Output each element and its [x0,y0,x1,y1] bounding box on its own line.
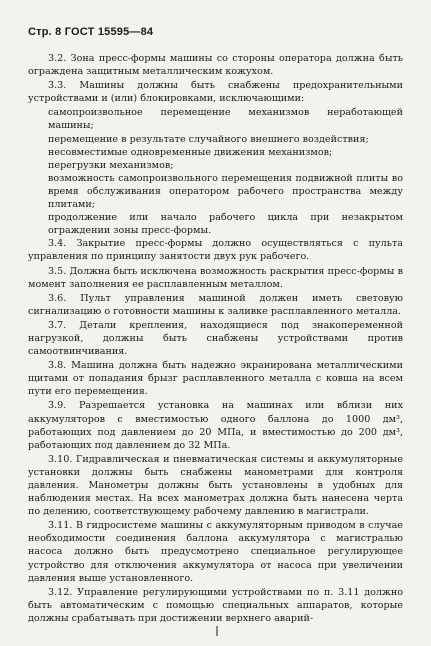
list-item: возможность самопроизвольного перемещения подвижной плиты во время обслуживания оператором рабочего пространства между плитами; [48,172,403,211]
paragraph-3-5: 3.5. Должна быть исключена возможность раскрытия пресс-формы в момент заполнения ее расплавленным металлом. [28,265,403,290]
paragraph-3-4: 3.4. Закрытие пресс-формы должно осуществляться с пульта управления по принципу занятости двух рук рабочего. [28,238,403,263]
list-item: перемещение в результате случайного внешнего воздействия; [48,133,369,145]
paragraph-3-9: 3.9. Разрешается установка на машинах или вблизи них аккумуляторов с вместимостью одного баллона до 1000 дм³, работающих под давлением до 20 МПа, и вместимостью до 200 дм³, работающих под давлением до 32 МПа. [28,400,403,451]
paragraph-3-7: 3.7. Детали крепления, находящиеся под знакопеременной нагрузкой, должны быть снабжены устройствами против самоотвинчивания. [28,319,403,358]
paragraph-3-2: 3.2. Зона пресс-формы машины со стороны оператора должна быть ограждена защитным металлическим кожухом. [28,53,403,78]
paragraph-3-6: 3.6. Пульт управления машиной должен иметь световую сигнализацию о готовности машины к заливке расплавленного металла. [28,292,403,317]
page-crease-mark [216,626,218,636]
list-item: продолжение или начало рабочего цикла при незакрытом ограждении зоны пресс-формы. [48,212,403,237]
paragraph-3-3: 3.3. Машины должны быть снабжены предохранительными устройствами и (или) блокировками, исключающими: [28,80,403,105]
page-header: Стр. 8 ГОСТ 15595—84 [28,26,154,38]
paragraph-3-8: 3.8. Машина должна быть надежно экранирована металлическими щитами от попадания брызг расплавленного металла с ковша на всем пути его перемещения. [28,360,403,398]
list-item: самопроизвольное перемещение механизмов неработающей машины; [48,107,403,132]
paragraph-3-12: 3.12. Управление регулирующими устройствами по п. 3.11 должно быть автоматическим с помощью специальных аппаратов, которые должны срабатывать при достижении верхнего аварий- [28,586,403,624]
list-item: несовместимые одновременные движения механизмов; [48,146,333,158]
paragraph-3-11: 3.11. В гидросистеме машины с аккумуляторным приводом в случае необходимости соединения баллона аккумулятора с магистралью насоса должно быть предусмотрено специальное регулирующее устройство для отключения аккумулятора от насоса при увеличении давления выше установленного. [28,520,403,584]
paragraph-3-10: 3.10. Гидравлическая и пневматическая системы и аккумуляторные установки должны быть снабжены манометрами для контроля давления. Манометры должны быть установлены в удобных для наблюдения местах. На всех манометрах должна быть нанесена черта по делению, соответствующему рабочему давлению в магистрали. [28,453,403,518]
list-item: перегрузки механизмов; [48,159,174,171]
